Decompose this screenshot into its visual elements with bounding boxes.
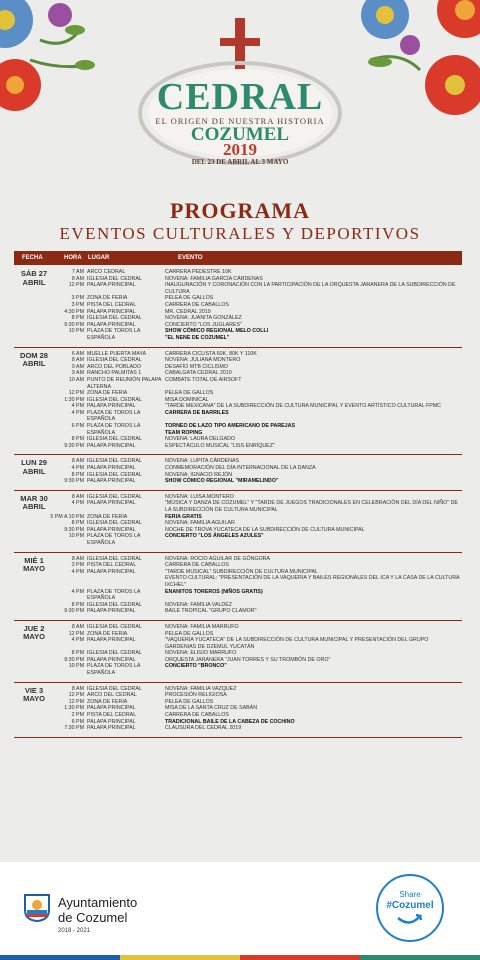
event-time: 12 PM: [68, 390, 84, 397]
event-name: NOVENA: ELIGIO MARRUFO: [165, 650, 237, 657]
event-time: 3 PM: [71, 301, 84, 308]
event-row: [14, 602, 462, 609]
event-place: IGLESIA DEL CEDRAL: [87, 623, 142, 630]
event-place: IGLESIA DEL CEDRAL: [87, 471, 142, 478]
event-time: 5 PM A 10 PM: [50, 513, 84, 520]
org-name: Ayuntamiento de Cozumel: [58, 895, 138, 925]
event-name: CARRERA DE CABALLOS: [165, 301, 229, 308]
event-place: PALAPA PRINCIPAL: [87, 282, 136, 289]
event-time: 3 PM: [71, 562, 84, 569]
event-name: INAUGURACIÓN Y CORONACIÓN CON LA PARTICIPACIÓN DE LA ORQUESTA JARANERA DE LA SUBDIRECCIÓN DE CULTURA: [165, 282, 456, 295]
event-name: NOVENA: FAMILIA MARRUFO: [165, 623, 239, 630]
event-time: 1:30 PM: [64, 705, 84, 712]
event-time: 8 AM: [71, 458, 84, 465]
col-fecha: FECHA: [22, 255, 43, 261]
event-time: 10 AM: [68, 376, 84, 383]
event-time: 4:30 PM: [64, 308, 84, 315]
event-name: TRADICIONAL BAILE DE LA CABEZA DE COCHINO: [165, 718, 295, 725]
event-place: IGLESIA DEL CEDRAL: [87, 357, 142, 364]
event-time: 6 PM: [71, 423, 84, 430]
event-place: PLAZA DE TOROS LA ESPAÑOLA: [87, 663, 141, 677]
event-time: 9:30 PM: [64, 656, 84, 663]
event-place: PLAZA DE TOROS LA ESPAÑOLA: [87, 409, 141, 423]
event-time: 4 PM: [71, 568, 84, 575]
event-name: "VAQUERÍA YUCATECA" DE LA SUBDIRECCIÓN DE CULTURA MUNICIPAL Y PRESENTACIÓN DEL GRUPO GARDENIAS DE DZEMUL YUCATÁN: [165, 637, 429, 650]
event-name: NOCHE DE TROVA YUCATECA DE LA SUBDIRECCIÓN DE CULTURA MUNICIPAL: [165, 526, 365, 533]
col-hora: HORA: [64, 255, 82, 261]
day-label: DOM 28 ABRIL: [20, 350, 48, 369]
logo-year: 2019: [223, 140, 257, 159]
event-row: [14, 725, 462, 732]
event-place: ZONA DE FERIA: [87, 295, 128, 302]
day-label: MAR 30 ABRIL: [20, 493, 48, 512]
event-row: [14, 500, 462, 513]
event-place: PALAPA PRINCIPAL: [87, 725, 136, 732]
event-time: 9:30 PM: [64, 442, 84, 449]
event-place: PALAPA PRINCIPAL: [87, 656, 136, 663]
day-group: [14, 491, 462, 553]
event-time: 9:30 PM: [64, 608, 84, 615]
event-name: FERIA GRATIS: [165, 513, 202, 520]
event-time: 9 AM: [71, 370, 84, 377]
event-time: 8 PM: [71, 436, 84, 443]
event-row: [14, 443, 462, 450]
day-group: [14, 553, 462, 621]
share-arrow-icon: [396, 912, 424, 926]
page-title: PROGRAMA: [170, 198, 310, 223]
event-row: [14, 436, 462, 443]
event-time: 9:30 PM: [64, 526, 84, 533]
day-label: VIE 3 MAYO: [23, 685, 45, 704]
event-row: [14, 719, 462, 726]
event-time: 4 PM: [71, 465, 84, 472]
event-time: 4 PM: [71, 588, 84, 595]
event-name: ORQUESTA JARANERA "JUAN TORRES Y SU TROMBÓN DE ORO": [165, 656, 331, 663]
event-row: [14, 569, 462, 589]
event-name: NOVENA: FAMILIA VAZQUEZ: [165, 685, 237, 692]
event-row: [14, 423, 462, 436]
event-time: 9 AM: [71, 363, 84, 370]
day-label: MIÉ 1 MAYO: [23, 555, 45, 574]
event-row: [14, 650, 462, 657]
event-name: CONCIERTO "LOS ÁNGELES AZULES": [165, 533, 264, 540]
event-place: PALAPA PRINCIPAL: [87, 500, 136, 507]
event-time: 4 PM: [71, 637, 84, 644]
event-name: NOVENA: IGNACIO REJÓN: [165, 471, 233, 478]
event-place: PLAZA DE TOROS LA ESPAÑOLA: [87, 423, 141, 436]
event-place: ZONA DE FERIA: [87, 513, 128, 520]
event-place: PALAPA PRINCIPAL: [87, 478, 136, 485]
event-name: TORNEO DE LAZO TIPO AMERICANO DE PAREJAS TEAM ROPING: [165, 423, 295, 436]
event-row: [14, 520, 462, 527]
event-place: PLAZA DE TOROS LA ESPAÑOLA: [87, 588, 141, 602]
share-badge: [376, 874, 444, 942]
event-place: PALAPA PRINCIPAL: [87, 321, 136, 328]
day-group: [14, 348, 462, 456]
event-name: CARRERA DE CABALLOS: [165, 712, 229, 719]
event-time: 8 AM: [71, 555, 84, 562]
day-group: [14, 266, 462, 348]
event-name: NOVENA: ROCÍO AGUILAR DE GÓNGORA: [165, 555, 271, 562]
ayuntamiento-logo-icon: [24, 894, 50, 922]
event-place: PISTA DEL CEDRAL: [87, 301, 137, 308]
event-row: [14, 370, 462, 377]
event-place: IGLESIA DEL CEDRAL: [87, 650, 142, 657]
event-place: IGLESIA DEL CEDRAL: [87, 458, 142, 465]
event-place: RANCHO PALMITAS 1: [87, 370, 142, 377]
org-years: 2018 - 2021: [58, 928, 91, 934]
footer-stripe: [0, 955, 480, 960]
event-name: ENANITOS TOREROS (NIÑOS GRATIS): [165, 588, 263, 595]
event-row: [14, 357, 462, 364]
event-row: [14, 410, 462, 423]
event-time: 8 PM: [71, 471, 84, 478]
event-row: [14, 478, 462, 485]
event-place: PLAZA DE TOROS LA ESPAÑOLA: [87, 328, 141, 341]
event-time: 10 PM: [68, 533, 84, 540]
event-row: [14, 624, 462, 631]
event-time: 8 AM: [71, 357, 84, 364]
event-row: [14, 364, 462, 371]
event-place: IGLESIA DEL CEDRAL: [87, 436, 142, 443]
event-row: [14, 663, 462, 676]
event-place: IGLESIA DEL CEDRAL: [87, 396, 142, 403]
logo-dates: DEL 23 DE ABRIL AL 3 MAYO: [191, 158, 289, 166]
event-row: [14, 589, 462, 602]
event-name: CONCIERTO "BRONCO": [165, 663, 227, 670]
event-name: PELEA DE GALLOS: [165, 630, 214, 637]
day-group: [14, 683, 462, 738]
event-name: CONCIERTO "LOS JUGLARES": [165, 321, 242, 328]
event-row: [14, 608, 462, 615]
event-place: PALAPA PRINCIPAL: [87, 608, 136, 615]
event-time: 8 AM: [71, 623, 84, 630]
event-time: 2 PM: [71, 712, 84, 719]
event-time: 8 AM: [71, 275, 84, 282]
event-name: PROCESIÓN RELIGIOSA: [165, 692, 227, 699]
event-row: [14, 282, 462, 295]
table-header: [14, 251, 462, 265]
day-group: [14, 455, 462, 490]
event-name: NOVENA: FAMILIA VALDÉZ: [165, 601, 233, 608]
day-label: LUN 29 ABRIL: [21, 458, 47, 476]
event-row: [14, 315, 462, 322]
event-row: [14, 556, 462, 563]
page-subtitle: EVENTOS CULTURALES Y DEPORTIVOS: [59, 224, 421, 243]
event-name: COMBATE TOTAL DE AIRSOFT: [165, 376, 242, 383]
share-top: Share: [399, 890, 421, 899]
event-place: PALAPA PRINCIPAL: [87, 718, 136, 725]
event-row: [14, 686, 462, 693]
event-row: [14, 562, 462, 569]
event-row: [14, 295, 462, 302]
event-row: [14, 390, 462, 397]
event-time: 12 PM: [68, 630, 84, 637]
event-place: PUNTO DE REUNIÓN PALAPA ALTERNA: [87, 376, 162, 390]
event-row: [14, 637, 462, 650]
event-row: [14, 514, 462, 521]
event-time: 12 PM: [68, 692, 84, 699]
event-row: [14, 403, 462, 410]
event-time: 4 PM: [71, 403, 84, 410]
event-place: ZONA DE FERIA: [87, 698, 128, 705]
event-time: 8 PM: [71, 520, 84, 527]
event-place: ARCO CEDRAL: [87, 269, 126, 275]
col-lugar: LUGAR: [88, 255, 110, 261]
event-name: CABALGATA CEDRAL 2019: [165, 370, 232, 377]
event-name: MISA DOMINICAL: [165, 396, 209, 403]
event-name: CARRERA CICLISTA 60K, 80K Y 110K: [165, 350, 257, 357]
event-name: NOVENA: LUISA MONTERO: [165, 493, 234, 500]
event-place: PALAPA PRINCIPAL: [87, 403, 136, 410]
event-name: CARRERA PEDESTRE 10K: [165, 269, 232, 275]
logo-name: CEDRAL: [156, 76, 324, 118]
event-row: [14, 533, 462, 546]
event-name: ESPECTÁCULO MUSICAL "LISS ENRÍQUEZ": [165, 442, 275, 449]
event-name: "TARDE MEXICANA" DE LA SUBDIRECCIÓN DE CULTURA MUNICIPAL Y EVENTO ARTÍSTICO CULTURAL FPMC: [165, 403, 442, 410]
event-row: [14, 465, 462, 472]
event-row: [14, 657, 462, 664]
event-time: 8 AM: [71, 493, 84, 500]
event-place: PALAPA PRINCIPAL: [87, 637, 136, 644]
logo-tagline: EL ORIGEN DE NUESTRA HISTORIA: [155, 116, 325, 126]
event-name: PELEA DE GALLOS: [165, 698, 214, 705]
event-time: 8 PM: [71, 650, 84, 657]
share-tag: #Cozumel: [386, 900, 434, 911]
event-place: ARCO DEL CEDRAL: [87, 692, 137, 699]
event-time: 12 PM: [68, 698, 84, 705]
event-row: [14, 328, 462, 341]
day-label: JUE 2 MAYO: [23, 623, 45, 642]
event-time: 9:30 PM: [64, 478, 84, 485]
day-label: SÁB 27 ABRIL: [20, 269, 48, 287]
event-place: IGLESIA DEL CEDRAL: [87, 520, 142, 527]
event-time: 8 AM: [71, 685, 84, 692]
col-evento: EVENTO: [178, 255, 203, 261]
event-time: 10 PM: [68, 663, 84, 670]
event-place: PISTA DEL CEDRAL: [87, 712, 137, 719]
event-row: [14, 269, 462, 276]
event-place: ZONA DE FERIA: [87, 630, 128, 637]
event-name: MR. CEDRAL 2019: [165, 308, 211, 315]
day-group: [14, 621, 462, 683]
event-place: PALAPA PRINCIPAL: [87, 442, 136, 449]
event-time: 8 PM: [71, 315, 84, 322]
event-place: PALAPA PRINCIPAL: [87, 526, 136, 533]
event-place: IGLESIA DEL CEDRAL: [87, 555, 142, 562]
event-place: IGLESIA DEL CEDRAL: [87, 685, 142, 692]
event-name: PELEA DE GALLOS: [165, 390, 214, 397]
event-name: SHOW CÓMICO REGIONAL MELO COLLI "EL NENE DE COZUMEL": [165, 328, 269, 341]
event-place: PALAPA PRINCIPAL: [87, 568, 136, 575]
event-time: 4 PM: [71, 500, 84, 507]
event-time: 12 PM: [68, 282, 84, 289]
event-place: PALAPA PRINCIPAL: [87, 705, 136, 712]
event-place: MUELLE PUERTA MAYA: [87, 350, 147, 357]
event-place: IGLESIA DEL CEDRAL: [87, 275, 142, 282]
event-name: BAILE TROPICAL "GRUPO CLAMOR": [165, 608, 257, 615]
event-name: PELEA DE GALLOS: [165, 295, 214, 302]
event-name: MISA DE LA SANTA CRUZ DE SABÁN: [165, 705, 258, 712]
event-time: 6 AM: [71, 350, 84, 357]
event-row: [14, 351, 462, 358]
event-name: SHOW CÓMICO REGIONAL "MIRAMELINDO": [165, 478, 279, 485]
event-name: CARRERA DE CABALLOS: [165, 562, 229, 569]
event-name: "MÚSICA Y DANZA DE COZUMEL" Y "TARDE DE JUEGOS TRADICIONALES EN CELEBRACIÓN DEL DÍA DEL NIÑO" DE LA SUBDIRECCIÓN DE CULTURA MUNICIPAL: [165, 500, 458, 513]
event-place: IGLESIA DEL CEDRAL: [87, 493, 142, 500]
event-place: ZONA DE FERIA: [87, 390, 128, 397]
event-place: ARCO DEL POBLADO: [87, 363, 141, 370]
event-place: PALAPA PRINCIPAL: [87, 308, 136, 315]
event-time: 8 PM: [71, 601, 84, 608]
event-time: 3 PM: [71, 295, 84, 302]
event-row: [14, 692, 462, 699]
schedule-table: [14, 266, 462, 738]
event-row: [14, 302, 462, 309]
event-place: IGLESIA DEL CEDRAL: [87, 601, 142, 608]
event-row: [14, 377, 462, 390]
event-name: NOVENA: LUPITA CÁRDENAS: [165, 458, 240, 465]
event-name: NOVENA: JULIANA MONTERO: [165, 357, 241, 364]
event-name: NOVENA: FAMILIA AGUILAR: [165, 520, 235, 527]
event-row: [14, 705, 462, 712]
event-name: NOVENA: LAURA DELGADO: [165, 436, 236, 443]
event-name: "TARDE MUSICAL" SUBDIRECCIÓN DE CULTURA MUNICIPAL EVENTO CULTURAL: "PRESENTACIÓN DE LA VAQUERÍA Y BAILES REGIONALES DEL ICA Y LA CASA DE LA CULTURA IXCHEL": [165, 568, 460, 588]
event-place: PISTA DEL CEDRAL: [87, 562, 137, 569]
event-time: 1:30 PM: [64, 396, 84, 403]
event-row: [14, 712, 462, 719]
event-place: PALAPA PRINCIPAL: [87, 465, 136, 472]
event-time: 7 AM: [71, 269, 84, 275]
event-name: CLAUSURA DEL CEDRAL 2019: [165, 725, 242, 732]
event-name: CONMEMORACIÓN DEL DÍA INTERNACIONAL DE LA DANZA: [165, 465, 316, 472]
logo-place: COZUMEL: [190, 124, 290, 145]
event-time: 6 PM: [71, 718, 84, 725]
event-time: 4 PM: [71, 409, 84, 416]
event-time: 10 PM: [68, 328, 84, 335]
event-time: 9:30 PM: [64, 321, 84, 328]
event-name: NOVENA: JUANITA GONZÁLEZ: [165, 315, 242, 322]
event-place: PLAZA DE TOROS LA ESPAÑOLA: [87, 533, 141, 546]
event-name: NOVENA: FAMILIA GARCÍA CÁRDENAS: [165, 275, 263, 282]
event-name: DESAFÍO MTB CICLISMO: [165, 363, 228, 370]
event-name: CARRERA DE BARRILES: [165, 409, 229, 416]
event-time: 7:30 PM: [64, 725, 84, 732]
event-place: IGLESIA DEL CEDRAL: [87, 315, 142, 322]
